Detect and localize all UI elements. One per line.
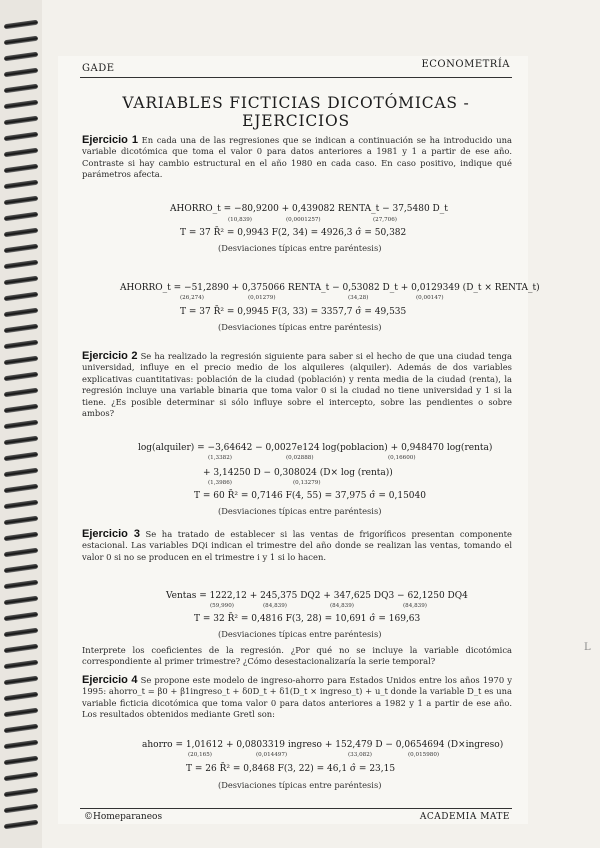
exercise-2-equation-line-2: + 3,14250 D − 0,308024 (D× log (renta))	[203, 468, 393, 478]
exercise-1-statement	[82, 135, 512, 181]
exercise-1-eq1-stats: T = 37 R̄² = 0,9943 F(2, 34) = 4926,3 σ̂ = 50,382	[180, 228, 407, 238]
exercise-3-stats: T = 32 R̄² = 0,4816 F(3, 28) = 10,691 σ̂ = 169,63	[194, 614, 421, 624]
exercise-3-eq-se-4: (84,839)	[403, 603, 427, 609]
exercise-1-eq2-se-2: (0,01279)	[248, 295, 276, 301]
exercise-2-eq-se-3: (0,16600)	[388, 455, 416, 461]
margin-mark: L	[584, 642, 591, 653]
exercise-4-eq-se-2: (0,014497)	[256, 752, 288, 758]
footer-rule	[80, 808, 512, 809]
exercise-2-eq-se-5: (0,13279)	[293, 480, 321, 486]
exercise-2-stats: T = 60 R̄² = 0,7146 F(4, 55) = 37,975 σ̂ = 0,15040	[194, 491, 426, 501]
exercise-4-eq-se-4: (0,015980)	[408, 752, 440, 758]
exercise-3-text: Se ha tratado de establecer si las ventas de frigoríficos presentan componente estacional. Las variables DQi indican el trimestre del año donde se realizan las ventas, tomando el valor 0 si no se producen en el trimestre i y 1 si lo hacen.	[82, 529, 512, 562]
spiral-binding	[0, 0, 42, 848]
exercise-3-statement	[82, 529, 512, 563]
exercise-3-caption: (Desviaciones típicas entre paréntesis)	[218, 629, 382, 639]
header-right: ECONOMETRÍA	[421, 59, 510, 70]
exercise-1-eq1-caption: (Desviaciones típicas entre paréntesis)	[218, 243, 382, 253]
exercise-2-equation-line-1: log(alquiler) = −3,64642 − 0,0027e124 log(poblacion) + 0,948470 log(renta)	[138, 443, 493, 453]
exercise-4-equation: ahorro = 1,01612 + 0,0803319 ingreso + 152,479 D − 0,0654694 (D×ingreso)	[142, 740, 504, 750]
exercise-1-eq1-se-3: (27,706)	[373, 217, 397, 223]
header-rule	[80, 77, 512, 78]
exercise-1-eq1-se-2: (0,0001257)	[286, 217, 321, 223]
exercise-4-stats: T = 26 R̄² = 0,8468 F(3, 22) = 46,1 σ̂ = 23,15	[186, 764, 396, 774]
exercise-3-eq-se-2: (84,839)	[263, 603, 287, 609]
exercise-3-eq-se-1: (59,990)	[210, 603, 234, 609]
document-page	[58, 56, 540, 824]
exercise-1-eq1-se-1: (10,839)	[228, 217, 252, 223]
exercise-1-eq2-se-3: (34,28)	[348, 295, 369, 301]
exercise-1-eq2-se-4: (0,00147)	[416, 295, 444, 301]
exercise-2-eq-se-4: (1,3986)	[208, 480, 232, 486]
exercise-2-caption: (Desviaciones típicas entre paréntesis)	[218, 506, 382, 516]
exercise-2-text: Se ha realizado la regresión siguiente para saber si el hecho de que una ciudad tenga universidad, influye en el precio medio de los alquileres (alquiler). Además de dos variables explicativas cuantitativas: población de la ciudad (población) y renta media de la ciudad (renta), la regresión incluye una variable binaria que toma valor 0 si la ciudad no tiene universidad y 1 si la tiene. ¿Es posible determinar si sólo influye sobre el intercepto, sobre las pendientes o sobre ambos?	[82, 351, 512, 419]
exercise-3-equation: Ventas = 1222,12 + 245,375 DQ2 + 347,625 DQ3 − 62,1250 DQ4	[166, 591, 468, 601]
exercise-3-eq-se-3: (84,839)	[330, 603, 354, 609]
exercise-4-caption: (Desviaciones típicas entre paréntesis)	[218, 780, 382, 790]
page-title: VARIABLES FICTICIAS DICOTÓMICAS - EJERCICIOS	[122, 94, 470, 130]
exercise-2-eq-se-1: (1,3382)	[208, 455, 232, 461]
exercise-1-equation-1: AHORRO_t = −80,9200 + 0,439082 RENTA_t − 37,5480 D_t	[170, 204, 448, 214]
exercise-1-eq2-caption: (Desviaciones típicas entre paréntesis)	[218, 322, 382, 332]
exercise-1-equation-2: AHORRO_t = −51,2890 + 0,375066 RENTA_t − 0,53082 D_t + 0,0129349 (D_t × RENTA_t)	[120, 283, 540, 293]
footer-right: ACADEMIA MATE	[419, 812, 510, 822]
exercise-1-eq2-stats: T = 37 R̄² = 0,9945 F(3, 33) = 3357,7 σ̂ = 49,535	[180, 307, 407, 317]
exercise-4-statement	[82, 675, 512, 721]
footer-left: ©Homeparaneos	[84, 812, 163, 822]
exercise-2-eq-se-2: (0,02888)	[286, 455, 314, 461]
exercise-3-question: Interprete los coeficientes de la regresión. ¿Por qué no se incluye la variable dicotómica correspondiente al primer trimestre? ¿Cómo desestacionalizaría la serie temporal?	[82, 645, 512, 667]
exercise-1-label: Ejercicio 1	[82, 134, 138, 146]
exercise-4-eq-se-1: (20,165)	[188, 752, 212, 758]
header-left: GADE	[82, 63, 115, 74]
exercise-4-eq-se-3: (33,082)	[348, 752, 372, 758]
exercise-1-text: En cada una de las regresiones que se indican a continuación se ha introducido una variable dicotómica que toma el valor 0 para datos anteriores a 1981 y 1 a partir de ese año. Contraste si hay cambio estructural en el año 1980 en cada caso. En caso positivo, indique qué parámetros afecta.	[82, 135, 512, 180]
exercise-4-text: Se propone este modelo de ingreso-ahorro para Estados Unidos entre los años 1970 y 1995: ahorro_t = β0 + β1ingreso_t + δ0D_t + δ1(D_t × ingreso_t) + u_t donde la variable D_t es una variable ficticia dicotómica que toma valor 0 para datos anteriores a 1982 y 1 a partir de ese año. Los resultados obtenidos mediante Gretl son:	[82, 675, 512, 720]
exercise-2-statement	[82, 351, 512, 419]
exercise-1-eq2-se-1: (26,274)	[180, 295, 204, 301]
exercise-4-label: Ejercicio 4	[82, 674, 138, 686]
exercise-2-label: Ejercicio 2	[82, 350, 138, 362]
exercise-3-label: Ejercicio 3	[82, 528, 140, 540]
